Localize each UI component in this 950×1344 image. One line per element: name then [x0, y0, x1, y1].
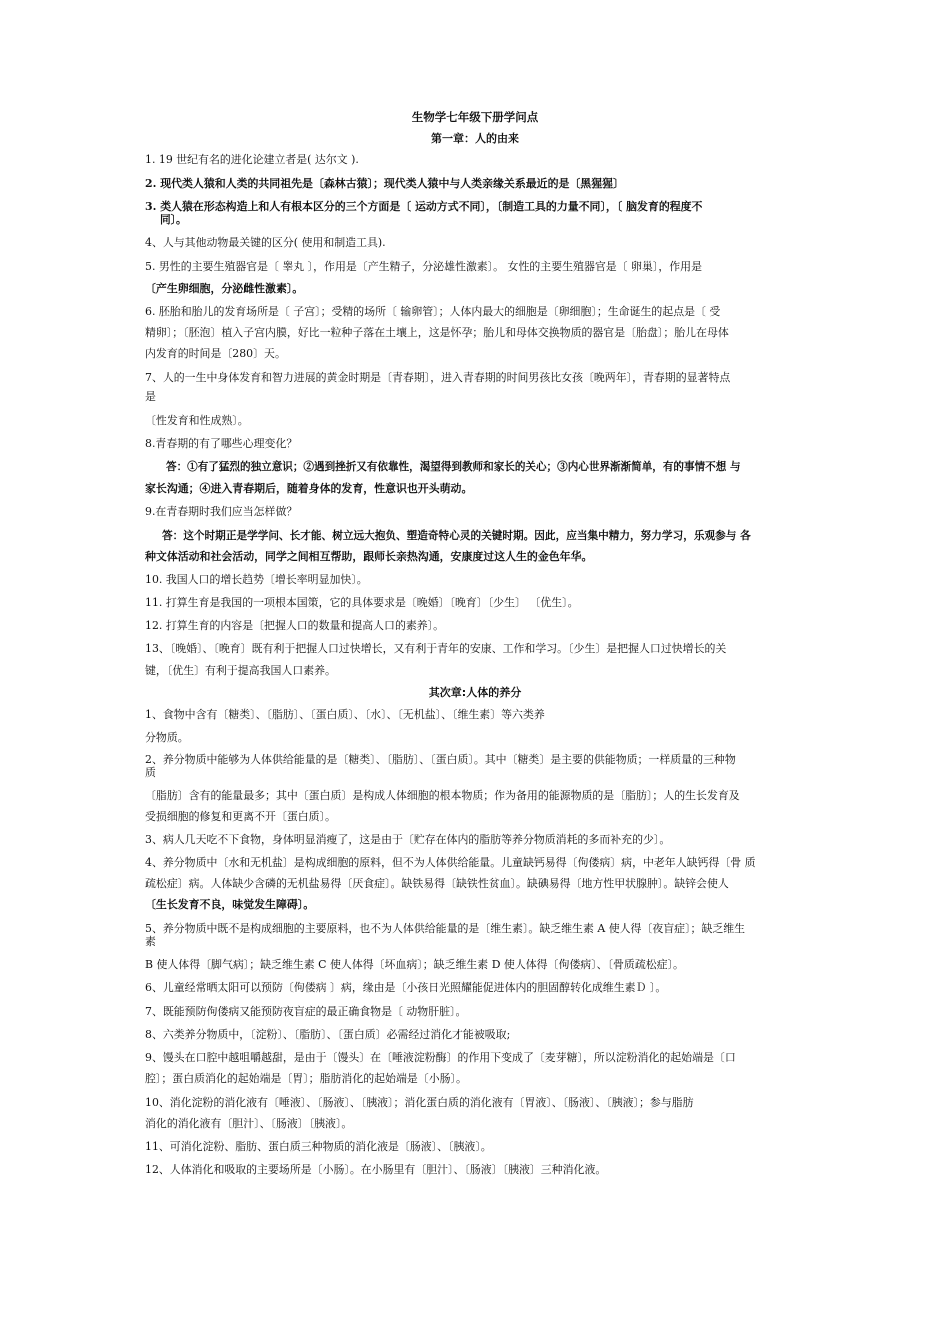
text-line: 〔产生卵细胞，分泌雌性激素〕。 [145, 282, 304, 295]
text-line: 4、人与其他动物最关键的区分( 使用和制造工具). [145, 236, 386, 249]
text-line: 2. 现代类人猿和人类的共同祖先是〔森林古猿〕；现代类人猿中与人类亲缘关系最近的是〔黑猩猩〕 [145, 177, 624, 190]
text-line: 1. 19 世纪有名的进化论建立者是( 达尔文 ). [145, 153, 359, 166]
text-line: 〔性发育和性成熟〕。 [145, 414, 249, 427]
text-line: 9.在青春期时我们应当怎样做？ [145, 505, 298, 518]
text-line: 疏松症〕病。人体缺少含磷的无机盐易得〔厌食症〕。缺铁易得〔缺铁性贫血〕。缺碘易得〔地方性甲状腺肿〕。缺锌会使人 [145, 877, 729, 890]
text-line: B 使人体得〔脚气病〕；缺乏维生素 C 使人体得〔坏血病〕；缺乏维生素 D 使人体得〔佝偻病〕、〔骨质疏松症〕。 [145, 958, 684, 971]
text-line: 7、人的一生中身体发育和智力进展的黄金时期是〔青春期〕，进入青春期的时间男孩比女孩〔晚两年〕，青春期的显著特点 [145, 371, 731, 384]
text-line: 分物质。 [145, 731, 189, 744]
text-line: 答：这个时期正是学学问、长才能、树立远大抱负、塑造奇特心灵的关键时期。因此，应当集中精力，努力学习，乐观参与 各 [162, 529, 751, 542]
text-line: 答：①有了猛烈的独立意识；②遇到挫折又有依靠性，渴望得到教师和家长的关心；③内心世界渐渐简单，有的事情不想 与 [166, 460, 741, 473]
text-line: 12、人体消化和吸取的主要场所是〔小肠〕。在小肠里有〔胆汁〕、〔肠液〕〔胰液〕三种消化液。 [145, 1163, 607, 1176]
document-title: 生物学七年级下册学问点 [411, 110, 539, 124]
text-line: 11. 打算生育是我国的一项根本国策，它的具体要求是〔晚婚〕〔晚育〕〔少生〕 〔优生〕。 [145, 596, 579, 609]
text-line: 4、养分物质中〔水和无机盐〕是构成细胞的原料，但不为人体供给能量。儿童缺钙易得〔佝偻病〕病，中老年人缺钙得〔骨 质 [145, 856, 756, 869]
text-line: 8、六类养分物质中，〔淀粉〕、〔脂肪〕、〔蛋白质〕必需经过消化才能被吸取; [145, 1028, 511, 1041]
text-line: 精卵〕；〔胚泡〕植入子宫内膜，好比一粒种子落在土壤上，这是怀孕；胎儿和母体交换物质的器官是〔胎盘〕；胎儿在母体 [145, 326, 729, 339]
text-line: 6、儿童经常晒太阳可以预防〔佝偻病 〕病，缘由是〔小孩日光照耀能促进体内的胆固醇转化成维生素Ｄ 〕。 [145, 981, 667, 994]
text-line: 7、既能预防佝偻病又能预防夜盲症的最正确食物是〔 动物肝脏〕。 [145, 1005, 467, 1018]
text-line: 13、〔晚婚〕、〔晚育〕既有利于把握人口过快增长，又有利于青年的安康、工作和学习。〔少生〕是把握人口过快增长的关 [145, 642, 727, 655]
text-line: 5、养分物质中既不是构成细胞的主要原料，也不为人体供给能量的是〔维生素〕。缺乏维生素 A 使人得〔夜盲症〕；缺乏维生 [145, 922, 746, 935]
text-line: 10、消化淀粉的消化液有〔唾液〕、〔肠液〕、〔胰液〕；消化蛋白质的消化液有〔胃液〕、〔肠液〕、〔胰液〕；参与脂肪 [145, 1096, 694, 1109]
text-line: 1、食物中含有〔糖类〕、〔脂肪〕、〔蛋白质〕、〔水〕、〔无机盐〕、〔维生素〕等六类养 [145, 708, 545, 721]
text-line: 〔脂肪〕含有的能量最多；其中〔蛋白质〕是构成人体细胞的根本物质；作为备用的能源物质的是〔脂肪〕；人的生长发育及 [145, 789, 740, 802]
text-line: 种文体活动和社会活动，同学之间相互帮助，跟师长亲热沟通，安康度过这人生的金色年华。 [145, 550, 593, 563]
chapter-heading: 其次章:人体的养分 [428, 686, 522, 699]
text-line: 6. 胚胎和胎儿的发育场所是〔 子宫〕；受精的场所〔 输卵管〕；人体内最大的细胞是〔卵细胞〕；生命诞生的起点是〔 受 [145, 305, 721, 318]
text-line: 8.青春期的有了哪些心理变化？ [145, 437, 298, 450]
text-line: 11、可消化淀粉、脂肪、蛋白质三种物质的消化液是〔肠液〕、〔胰液〕。 [145, 1140, 492, 1153]
text-line: 腔〕；蛋白质消化的起始端是〔胃〕；脂肪消化的起始端是〔小肠〕。 [145, 1072, 467, 1085]
text-line: 内发育的时间是〔280〕天。 [145, 347, 286, 360]
text-line: 质 [145, 766, 156, 779]
text-line: 12. 打算生育的内容是〔把握人口的数量和提高人口的素养〕。 [145, 619, 445, 632]
text-line: 家长沟通；④进入青春期后，随着身体的发育，性意识也开头萌动。 [145, 482, 473, 495]
text-line: 3. 类人猿在形态构造上和人有根本区分的三个方面是〔 运动方式不同〕，〔制造工具的力量不同〕，〔 脑发育的程度不 [145, 200, 703, 213]
text-line: 10. 我国人口的增长趋势〔增长率明显加快〕。 [145, 573, 368, 586]
text-line: 3、病人几天吃不下食物，身体明显消瘦了，这是由于〔贮存在体内的脂肪等养分物质消耗的多而补充的少〕。 [145, 833, 671, 846]
text-line: 同〕。 [160, 213, 187, 226]
text-line: 5. 男性的主要生殖器官是〔 睾丸 〕，作用是〔产生精子，分泌雄性激素〕。 女性的主要生殖器官是〔 卵巢〕，作用是 [145, 260, 702, 273]
text-line: 〔生长发育不良，味觉发生障碍〕。 [145, 898, 315, 911]
text-line: 受损细胞的修复和更离不开〔蛋白质〕。 [145, 810, 336, 823]
text-line: 消化的消化液有〔胆汁〕、〔肠液〕〔胰液〕。 [145, 1117, 353, 1130]
text-line: 9、馒头在口腔中越咀嚼越甜，是由于〔馒头〕在〔唾液淀粉酶〕的作用下变成了〔麦芽糖〕，所以淀粉消化的起始端是〔口 [145, 1051, 736, 1064]
chapter-heading: 第一章：人的由来 [431, 132, 519, 145]
text-line: 键，〔优生〕有利于提高我国人口素养。 [145, 664, 336, 677]
text-line: 是 [145, 390, 156, 403]
text-line: 素 [145, 935, 156, 948]
text-line: 2、养分物质中能够为人体供给能量的是〔糖类〕、〔脂肪〕、〔蛋白质〕。其中〔糖类〕是主要的供能物质；一样质量的三种物 [145, 753, 736, 766]
